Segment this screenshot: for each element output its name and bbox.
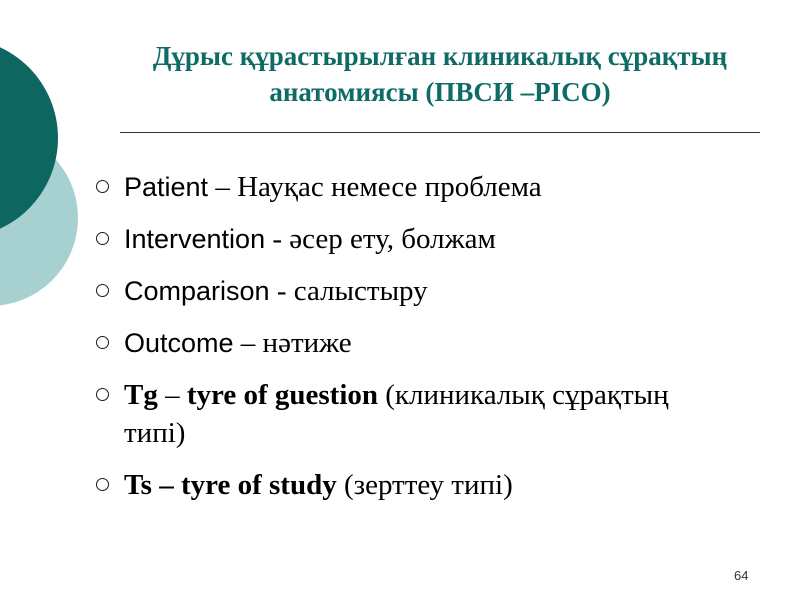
item-description: – Науқас немесе проблема — [208, 171, 542, 203]
item-term-2: tyre of guestion — [186, 379, 379, 411]
slide-title-line-2: анатомиясы (ПВСИ –PICO) — [269, 77, 611, 107]
item-term: Patient — [124, 172, 209, 202]
list-item-comparison — [92, 272, 732, 310]
hollow-circle-bullet-icon — [96, 232, 109, 245]
slide-number: 64 — [734, 568, 749, 583]
hollow-circle-bullet-icon — [96, 180, 109, 193]
item-term: Ts – tyre of study — [124, 469, 337, 501]
slide-title — [100, 38, 780, 110]
list-item-patient — [92, 168, 732, 206]
item-description: - әсер ету, болжам — [265, 223, 496, 255]
list-item-question-type — [92, 376, 732, 452]
hollow-circle-bullet-icon — [96, 336, 109, 349]
list-item-study-type — [92, 466, 732, 504]
hollow-circle-bullet-icon — [96, 284, 109, 297]
item-description: - салыстыру — [269, 275, 428, 307]
list-item-intervention — [92, 220, 732, 258]
item-description: (клиникалық сұрақтың типі) — [124, 379, 669, 449]
item-term: Outcome — [124, 328, 234, 358]
hollow-circle-bullet-icon — [96, 478, 109, 491]
item-term: Comparison — [124, 276, 270, 306]
item-term: Tg — [124, 379, 158, 411]
bullet-list — [92, 168, 732, 518]
item-dash: – — [157, 379, 187, 411]
hollow-circle-bullet-icon — [96, 388, 109, 401]
slide-title-line-1: Дұрыс құрастырылған клиникалық сұрақтың — [152, 41, 728, 71]
list-item-outcome — [92, 324, 732, 362]
item-term: Intervention — [124, 224, 266, 254]
title-divider — [120, 132, 760, 133]
item-description: – нәтиже — [233, 327, 352, 359]
item-description: (зерттеу типі) — [336, 469, 513, 501]
